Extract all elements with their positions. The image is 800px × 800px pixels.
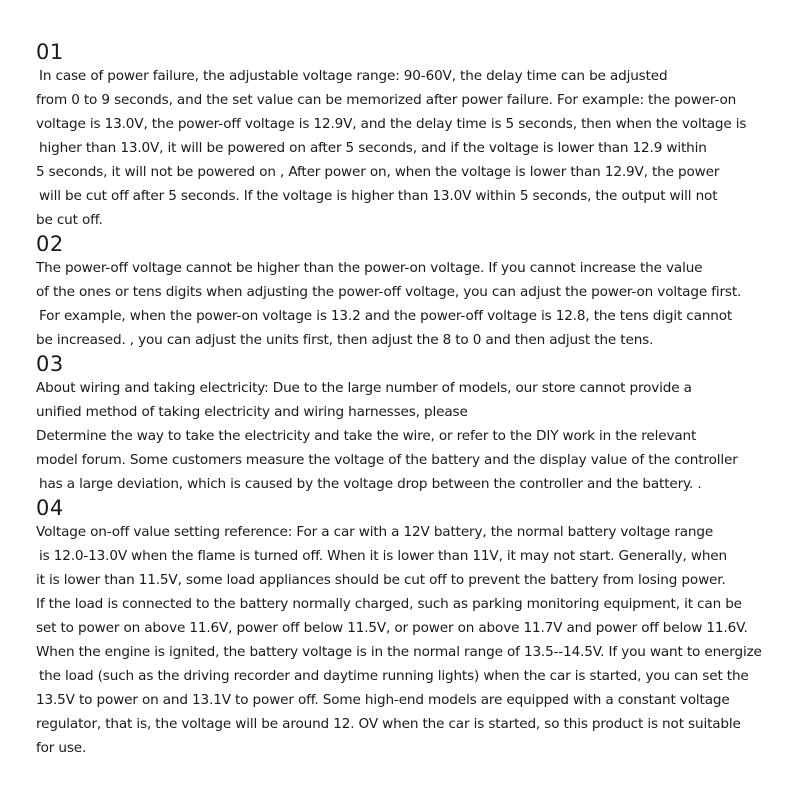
text-line: is 12.0-13.0V when the flame is turned off. When it is lower than 11V, it may not start. Generally, when (39, 548, 727, 564)
text-line: If the load is connected to the battery normally charged, such as parking monitoring equipment, it can be (36, 596, 742, 612)
text-line: When the engine is ignited, the battery voltage is in the normal range of 13.5--14.5V. If you want to energize (36, 644, 762, 660)
section-01 (36, 40, 776, 232)
text-line: from 0 to 9 seconds, and the set value can be memorized after power failure. For example: the power-on (36, 92, 737, 108)
text-line: will be cut off after 5 seconds. If the voltage is higher than 13.0V within 5 seconds, the output will not (39, 188, 718, 204)
text-line: For example, when the power-on voltage is 13.2 and the power-off voltage is 12.8, the tens digit cannot (39, 308, 733, 324)
section-number: 01 (36, 40, 64, 64)
text-line: has a large deviation, which is caused by the voltage drop between the controller and the battery. . (39, 476, 702, 492)
text-line: Voltage on-off value setting reference: For a car with a 12V battery, the normal battery voltage range (36, 524, 714, 540)
text-line: the load (such as the driving recorder and daytime running lights) when the car is started, you can set the (39, 668, 749, 684)
section-number: 04 (36, 496, 64, 520)
text-line: set to power on above 11.6V, power off below 11.5V, or power on above 11.7V and power off below 11.6V. (36, 620, 748, 636)
text-line: for use. (36, 740, 87, 756)
text-line: The power-off voltage cannot be higher than the power-on voltage. If you cannot increase the value (36, 260, 703, 276)
text-line: unified method of taking electricity and wiring harnesses, please (36, 404, 468, 420)
text-line: be increased. , you can adjust the units first, then adjust the 8 to 0 and then adjust the tens. (36, 332, 654, 348)
text-line: In case of power failure, the adjustable voltage range: 90-60V, the delay time can be adjusted (39, 68, 668, 84)
text-line: 5 seconds, it will not be powered on , After power on, when the voltage is lower than 12.9V, the power (36, 164, 720, 180)
text-line: regulator, that is, the voltage will be around 12. OV when the car is started, so this product is not suitable (36, 716, 741, 732)
section-04 (36, 496, 776, 760)
text-line: of the ones or tens digits when adjusting the power-off voltage, you can adjust the power-on voltage first. (36, 284, 742, 300)
text-line: model forum. Some customers measure the voltage of the battery and the display value of the controller (36, 452, 738, 468)
text-line: 13.5V to power on and 13.1V to power off. Some high-end models are equipped with a constant voltage (36, 692, 730, 708)
text-line: be cut off. (36, 212, 103, 228)
text-line: it is lower than 11.5V, some load appliances should be cut off to prevent the battery from losing power. (36, 572, 726, 588)
section-03 (36, 352, 776, 496)
text-line: higher than 13.0V, it will be powered on after 5 seconds, and if the voltage is lower than 12.9 within (39, 140, 707, 156)
text-line: Determine the way to take the electricity and take the wire, or refer to the DIY work in the relevant (36, 428, 697, 444)
document-body (36, 40, 776, 760)
text-line: voltage is 13.0V, the power-off voltage is 12.9V, and the delay time is 5 seconds, then when the voltage is (36, 116, 747, 132)
text-line: About wiring and taking electricity: Due to the large number of models, our store cannot provide a (36, 380, 692, 396)
section-number: 03 (36, 352, 64, 376)
section-number: 02 (36, 232, 64, 256)
section-02 (36, 232, 776, 352)
